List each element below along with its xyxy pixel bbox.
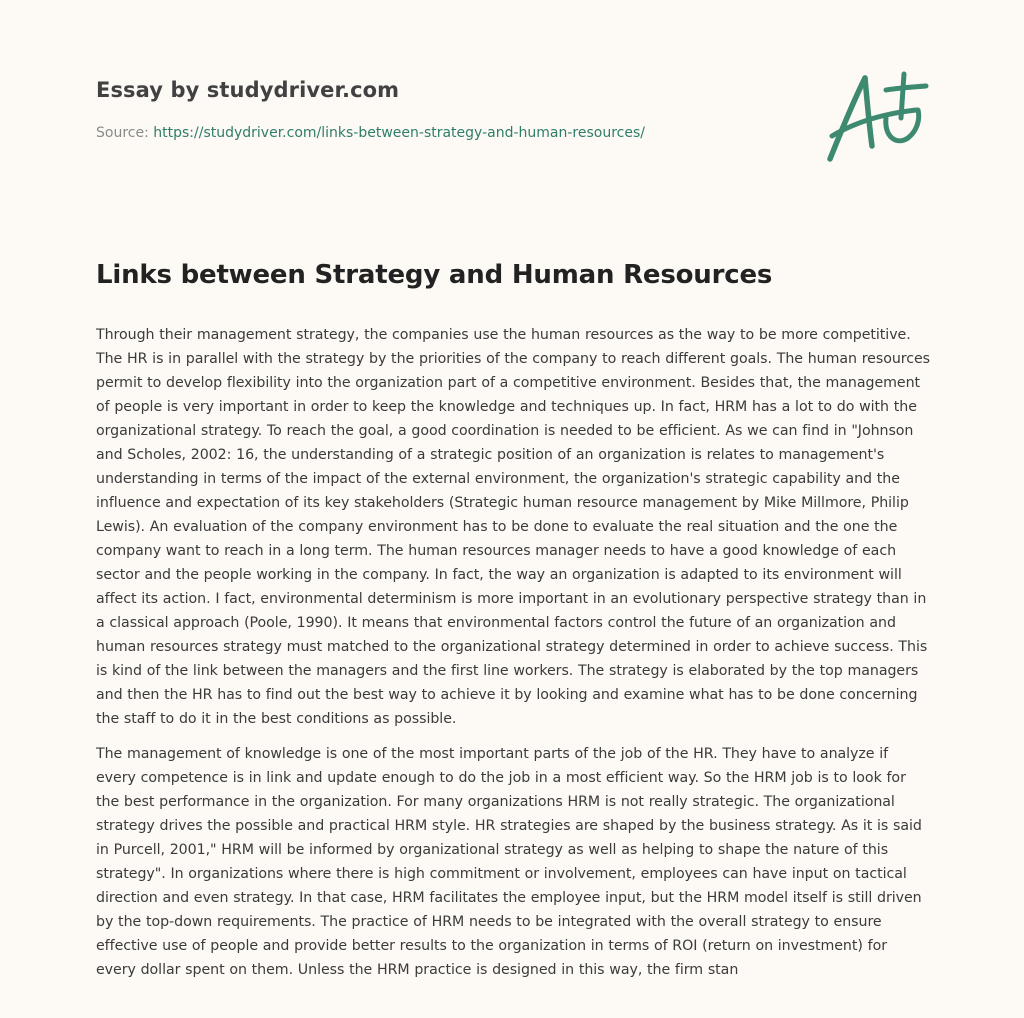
essay-article [96, 253, 931, 993]
site-brand: Essay by studydriver.com [96, 78, 400, 102]
essay-header [96, 72, 796, 143]
source-line [96, 123, 796, 143]
a-plus-logo-icon [818, 66, 930, 166]
essay-paragraph: Through their management strategy, the companies use the human resources as the way to be more competitive. The HR is in parallel with the strategy by the priorities of the company to reach different goals. The human resources permit to develop flexibility into the organization part of a competitive environment. Besides that, the management of people is very important in order to keep the knowledge and techniques up. In fact, HRM has a lot to do with the organizational strategy. To reach the goal, a good coordination is needed to be efficient. As we can find in "Johnson and Scholes, 2002: 16, the understanding of a strategic position of an organization is relates to management's understanding in terms of the impact of the external environment, the organization's strategic capability and the influence and expectation of its key stakeholders (Strategic human resource management by Mike Millmore, Philip Lewis). An evaluation of the company environment has to be done to evaluate the real situation and the one the company want to reach in a long term. The human resources manager needs to have a good knowledge of each sector and the people working in the company. In fact, the way an organization is adapted to its environment will affect its action. I fact, environmental determinism is more important in an evolutionary perspective strategy than in a classical approach (Poole, 1990). It means that environmental factors control the future of an organization and human resources strategy must matched to the organizational strategy determined in order to achieve success. This is kind of the link between the managers and the first line workers. The strategy is elaborated by the top managers and then the HR has to find out the best way to achieve it by looking and examine what has to be done concerning the staff to do it in the best conditions as possible. [96, 327, 931, 727]
essay-paragraph: The management of knowledge is one of the most important parts of the job of the HR. They have to analyze if every competence is in link and update enough to do the job in a most efficient way. So the HRM job is to look for the best performance in the organization. For many organizations HRM is not really strategic. The organizational strategy drives the possible and practical HRM style. HR strategies are shaped by the business strategy. As it is said in Purcell, 2001," HRM will be informed by organizational strategy as well as helping to shape the nature of this strategy". In organizations where there is high commitment or involvement, employees can have input on tactical direction and even strategy. In that case, HRM facilitates the employee input, but the HRM model itself is still driven by the top-down requirements. The practice of HRM needs to be integrated with the overall strategy to ensure effective use of people and provide better results to the organization in terms of ROI (return on investment) for every dollar spent on them. Unless the HRM practice is designed in this way, the firm stan [96, 746, 922, 978]
source-link[interactable]: https://studydriver.com/links-between-strategy-and-human-resources/ [153, 125, 645, 141]
essay-title: Links between Strategy and Human Resources [96, 260, 773, 290]
source-label: Source: [96, 125, 154, 141]
